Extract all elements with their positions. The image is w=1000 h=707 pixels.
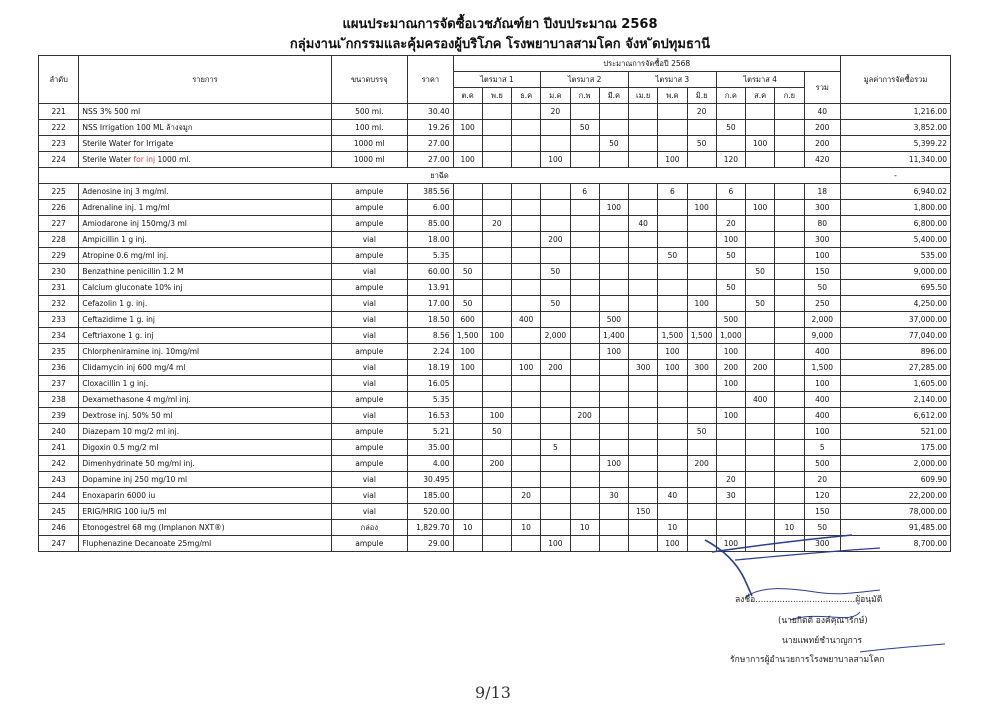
row-pack: ampule: [331, 344, 408, 360]
row-month-qty: 100: [482, 408, 511, 424]
row-value: 1,605.00: [841, 376, 951, 392]
row-month-qty: 100: [687, 296, 716, 312]
row-price: 5.35: [408, 248, 453, 264]
col-header-value: มูลค่าการจัดซื้อรวม: [841, 56, 951, 104]
signer-position: นายแพทย์ชำนาญการ: [782, 636, 863, 646]
row-value: 6,940.02: [841, 184, 951, 200]
section-label: ยาฉีด: [39, 168, 841, 184]
row-price: 17.00: [408, 296, 453, 312]
row-month-qty: 100: [716, 408, 745, 424]
row-month-qty: 30: [599, 488, 628, 504]
row-month-qty: 100: [541, 152, 570, 168]
item-name: Etonogestrel 68 mg (Implanon NXT®): [82, 522, 225, 532]
row-month-qty: 100: [716, 376, 745, 392]
item-name: Dopamine inj 250 mg/10 ml: [82, 474, 188, 484]
col-header-quarter-3: ไตรมาส 3: [629, 72, 717, 88]
row-price: 27.00: [408, 136, 453, 152]
row-total: 300: [804, 200, 840, 216]
col-header-month: พ.ย: [482, 88, 511, 104]
row-total: 50: [804, 520, 840, 536]
row-month-qty: 1,500: [453, 328, 482, 344]
row-value: 37,000.00: [841, 312, 951, 328]
row-price: 2.24: [408, 344, 453, 360]
item-name: NSS Irrigation 100 ML ล้างจมูก: [82, 122, 193, 132]
row-month-qty: 150: [629, 504, 658, 520]
row-no: 243: [39, 472, 79, 488]
row-pack: vial: [331, 472, 408, 488]
row-month-qty: 50: [541, 296, 570, 312]
row-no: 225: [39, 184, 79, 200]
row-pack: 1000 ml: [331, 136, 408, 152]
row-total: 200: [804, 120, 840, 136]
row-month-qty: 20: [512, 488, 541, 504]
row-month-qty: 1,500: [687, 328, 716, 344]
row-month-qty: 120: [716, 152, 745, 168]
item-name: Ceftazidime 1 g. inj: [82, 314, 156, 324]
row-pack: vial: [331, 504, 408, 520]
row-value: 22,200.00: [841, 488, 951, 504]
row-month-qty: 10: [658, 520, 687, 536]
row-no: 239: [39, 408, 79, 424]
row-month-qty: 6: [658, 184, 687, 200]
row-month-qty: 200: [541, 360, 570, 376]
item-name: Benzathine penicillin 1.2 M: [82, 266, 184, 276]
row-total: 300: [804, 232, 840, 248]
col-header-month: เม.ย: [629, 88, 658, 104]
item-name: Dimenhydrinate 50 mg/ml inj.: [82, 458, 195, 468]
row-total: 500: [804, 456, 840, 472]
row-total: 18: [804, 184, 840, 200]
row-value: 609.90: [841, 472, 951, 488]
item-name: Ceftriaxone 1 g. inj: [82, 330, 154, 340]
row-total: 200: [804, 136, 840, 152]
row-pack: vial: [331, 264, 408, 280]
row-pack: ampule: [331, 280, 408, 296]
row-month-qty: 100: [482, 328, 511, 344]
row-no: 236: [39, 360, 79, 376]
row-month-qty: 100: [716, 536, 745, 552]
row-value: 2,140.00: [841, 392, 951, 408]
row-value: 695.50: [841, 280, 951, 296]
col-header-total: รวม: [804, 72, 840, 104]
row-month-qty: 20: [482, 216, 511, 232]
row-price: 18.50: [408, 312, 453, 328]
item-name: Cefazolin 1 g. inj.: [82, 298, 148, 308]
row-pack: 100 ml.: [331, 120, 408, 136]
document-title: แผนประมาณการจัดซื้อเวชภัณฑ์ยา ปีงบประมาณ 2568: [342, 17, 658, 32]
row-price: 35.00: [408, 440, 453, 456]
col-header-month: พ.ค: [658, 88, 687, 104]
row-no: 227: [39, 216, 79, 232]
row-price: 19.26: [408, 120, 453, 136]
row-value: 521.00: [841, 424, 951, 440]
row-month-qty: 50: [746, 296, 775, 312]
row-pack: ampule: [331, 424, 408, 440]
row-price: 13.91: [408, 280, 453, 296]
row-no: 232: [39, 296, 79, 312]
row-month-qty: 200: [716, 360, 745, 376]
row-price: 520.00: [408, 504, 453, 520]
item-name: Clidamycin inj 600 mg/4 ml: [82, 362, 186, 372]
item-name-tail: 1000 ml.: [157, 154, 191, 164]
signature-line: ลงชื่อ.....................................ผู้อนุมัติ: [735, 595, 883, 605]
row-no: 241: [39, 440, 79, 456]
page-number: 9/13: [475, 683, 511, 702]
row-total: 400: [804, 344, 840, 360]
col-header-month: ส.ค: [746, 88, 775, 104]
row-month-qty: 100: [658, 152, 687, 168]
row-no: 222: [39, 120, 79, 136]
row-total: 420: [804, 152, 840, 168]
item-name: Sterile Water: [82, 154, 132, 164]
row-month-qty: 20: [541, 104, 570, 120]
row-month-qty: 50: [570, 120, 599, 136]
col-header-plan: ประมาณการจัดซื้อปี 2568: [453, 56, 840, 72]
row-month-qty: 10: [453, 520, 482, 536]
row-pack: ampule: [331, 184, 408, 200]
row-month-qty: 100: [687, 200, 716, 216]
row-pack: กล่อง: [331, 520, 408, 536]
row-month-qty: 50: [716, 280, 745, 296]
row-price: 1,829.70: [408, 520, 453, 536]
row-value: 11,340.00: [841, 152, 951, 168]
row-month-qty: 50: [599, 136, 628, 152]
row-month-qty: 1,000: [716, 328, 745, 344]
row-month-qty: 20: [687, 104, 716, 120]
row-total: 20: [804, 472, 840, 488]
row-pack: ampule: [331, 216, 408, 232]
row-value: 91,485.00: [841, 520, 951, 536]
col-header-no: ลำดับ: [39, 56, 79, 104]
item-name: Amiodarone inj 150mg/3 ml: [82, 218, 187, 228]
row-price: 385.56: [408, 184, 453, 200]
row-month-qty: 10: [775, 520, 804, 536]
row-no: 223: [39, 136, 79, 152]
col-header-quarter-4: ไตรมาส 4: [716, 72, 804, 88]
row-value: 2,000.00: [841, 456, 951, 472]
row-total: 100: [804, 376, 840, 392]
row-month-qty: 100: [599, 456, 628, 472]
row-month-qty: 100: [716, 232, 745, 248]
row-no: 230: [39, 264, 79, 280]
row-month-qty: 20: [716, 216, 745, 232]
row-month-qty: 100: [599, 344, 628, 360]
signer-name: (นายกิตติ องค์คุณารักษ์): [778, 616, 868, 626]
row-price: 4.00: [408, 456, 453, 472]
row-pack: ampule: [331, 536, 408, 552]
col-header-month: ก.ค: [716, 88, 745, 104]
row-month-qty: 500: [716, 312, 745, 328]
row-month-qty: 200: [570, 408, 599, 424]
col-header-item: รายการ: [79, 56, 331, 104]
item-name-red: for inj: [133, 154, 156, 164]
row-pack: vial: [331, 312, 408, 328]
row-month-qty: 100: [658, 344, 687, 360]
row-month-qty: 50: [453, 264, 482, 280]
signer-role: รักษาการผู้อำนวยการโรงพยาบาลสามโคก: [730, 655, 885, 665]
row-month-qty: 100: [453, 120, 482, 136]
col-header-month: ก.ย: [775, 88, 804, 104]
row-pack: vial: [331, 408, 408, 424]
row-month-qty: 5: [541, 440, 570, 456]
row-no: 244: [39, 488, 79, 504]
row-no: 246: [39, 520, 79, 536]
row-no: 235: [39, 344, 79, 360]
row-month-qty: 300: [687, 360, 716, 376]
row-no: 228: [39, 232, 79, 248]
row-month-qty: 100: [746, 200, 775, 216]
item-name: Cloxacillin 1 g inj.: [82, 378, 149, 388]
row-month-qty: 100: [453, 152, 482, 168]
row-value: 896.00: [841, 344, 951, 360]
document-subtitle: กลุ่มงานเ ักกรรมและคุ้มครองผู้บริโภค โรงพยาบาลสามโคก จังห ัดปทุมธานี: [289, 37, 711, 52]
row-pack: 500 ml.: [331, 104, 408, 120]
row-month-qty: 100: [541, 536, 570, 552]
item-name: Adenosine inj 3 mg/ml.: [82, 186, 169, 196]
row-no: 226: [39, 200, 79, 216]
row-value: 535.00: [841, 248, 951, 264]
col-header-quarter-2: ไตรมาส 2: [541, 72, 629, 88]
row-value: 9,000.00: [841, 264, 951, 280]
row-pack: vial: [331, 376, 408, 392]
row-total: 250: [804, 296, 840, 312]
item-name: NSS 3% 500 ml: [82, 106, 141, 116]
row-pack: ampule: [331, 200, 408, 216]
row-month-qty: 100: [658, 360, 687, 376]
row-price: 30.495: [408, 472, 453, 488]
row-total: 150: [804, 504, 840, 520]
col-header-month: ต.ค: [453, 88, 482, 104]
col-header-month: มิ.ย: [687, 88, 716, 104]
item-name: Diazepam 10 mg/2 ml inj.: [82, 426, 180, 436]
row-no: 224: [39, 152, 79, 168]
item-name: Fluphenazine Decanoate 25mg/ml: [82, 538, 212, 548]
row-month-qty: 50: [746, 264, 775, 280]
row-total: 2,000: [804, 312, 840, 328]
row-price: 85.00: [408, 216, 453, 232]
row-month-qty: 200: [746, 360, 775, 376]
item-name: Enoxaparin 6000 iu: [82, 490, 156, 500]
row-value: 1,800.00: [841, 200, 951, 216]
row-total: 40: [804, 104, 840, 120]
row-price: 16.05: [408, 376, 453, 392]
row-month-qty: 100: [453, 360, 482, 376]
row-month-qty: 1,500: [658, 328, 687, 344]
row-month-qty: 200: [687, 456, 716, 472]
row-month-qty: 50: [482, 424, 511, 440]
col-header-month: ม.ค: [541, 88, 570, 104]
row-pack: ampule: [331, 440, 408, 456]
row-month-qty: 100: [512, 360, 541, 376]
row-total: 1,500: [804, 360, 840, 376]
row-value: 175.00: [841, 440, 951, 456]
row-value: 1,216.00: [841, 104, 951, 120]
row-total: 120: [804, 488, 840, 504]
row-no: 237: [39, 376, 79, 392]
row-month-qty: 40: [658, 488, 687, 504]
row-price: 27.00: [408, 152, 453, 168]
row-month-qty: 50: [541, 264, 570, 280]
row-pack: ampule: [331, 456, 408, 472]
row-month-qty: 600: [453, 312, 482, 328]
row-value: 6,800.00: [841, 216, 951, 232]
col-header-pack: ขนาดบรรจุ: [331, 56, 408, 104]
row-month-qty: 50: [658, 248, 687, 264]
col-header-month: ธ.ค: [512, 88, 541, 104]
row-month-qty: 20: [716, 472, 745, 488]
row-value: 27,285.00: [841, 360, 951, 376]
row-total: 80: [804, 216, 840, 232]
row-value: 3,852.00: [841, 120, 951, 136]
row-total: 300: [804, 536, 840, 552]
row-month-qty: 50: [687, 136, 716, 152]
row-no: 233: [39, 312, 79, 328]
row-month-qty: 40: [629, 216, 658, 232]
col-header-month: มี.ค: [599, 88, 628, 104]
row-value: 8,700.00: [841, 536, 951, 552]
row-total: 9,000: [804, 328, 840, 344]
col-header-quarter-1: ไตรมาส 1: [453, 72, 541, 88]
row-price: 8.56: [408, 328, 453, 344]
row-price: 29.00: [408, 536, 453, 552]
row-month-qty: 100: [746, 136, 775, 152]
row-month-qty: 400: [512, 312, 541, 328]
item-name: Ampicillin 1 g inj.: [82, 234, 147, 244]
row-no: 238: [39, 392, 79, 408]
row-month-qty: 6: [570, 184, 599, 200]
col-header-month: ก.พ: [570, 88, 599, 104]
item-name: Dextrose inj. 50% 50 ml: [82, 410, 173, 420]
row-price: 185.00: [408, 488, 453, 504]
row-no: 247: [39, 536, 79, 552]
row-month-qty: 2,000: [541, 328, 570, 344]
row-month-qty: 10: [512, 520, 541, 536]
row-price: 18.00: [408, 232, 453, 248]
row-price: 30.40: [408, 104, 453, 120]
row-month-qty: 50: [716, 248, 745, 264]
row-total: 100: [804, 424, 840, 440]
row-price: 6.00: [408, 200, 453, 216]
row-month-qty: 100: [599, 200, 628, 216]
row-month-qty: 30: [716, 488, 745, 504]
row-month-qty: 100: [716, 344, 745, 360]
row-value: 4,250.00: [841, 296, 951, 312]
row-pack: vial: [331, 296, 408, 312]
item-name: Sterile Water for Irrigate: [82, 138, 174, 148]
row-total: 400: [804, 392, 840, 408]
row-month-qty: 100: [658, 536, 687, 552]
row-total: 150: [804, 264, 840, 280]
row-month-qty: 200: [541, 232, 570, 248]
row-price: 60.00: [408, 264, 453, 280]
row-month-qty: 200: [482, 456, 511, 472]
row-total: 50: [804, 280, 840, 296]
row-value: 5,400.00: [841, 232, 951, 248]
row-no: 245: [39, 504, 79, 520]
row-month-qty: 100: [453, 344, 482, 360]
row-pack: vial: [331, 232, 408, 248]
row-total: 400: [804, 408, 840, 424]
row-price: 16.53: [408, 408, 453, 424]
row-no: 234: [39, 328, 79, 344]
row-total: 100: [804, 248, 840, 264]
row-price: 5.35: [408, 392, 453, 408]
item-name: Adrenaline inj. 1 mg/ml: [82, 202, 170, 212]
row-month-qty: 50: [716, 120, 745, 136]
row-no: 240: [39, 424, 79, 440]
section-value: -: [841, 168, 951, 184]
row-no: 229: [39, 248, 79, 264]
row-pack: vial: [331, 360, 408, 376]
row-no: 221: [39, 104, 79, 120]
row-month-qty: 10: [570, 520, 599, 536]
item-name: Digoxin 0.5 mg/2 ml: [82, 442, 159, 452]
item-name: Calcium gluconate 10% inj: [82, 282, 183, 292]
row-value: 5,399.22: [841, 136, 951, 152]
row-pack: vial: [331, 488, 408, 504]
row-no: 242: [39, 456, 79, 472]
item-name: Dexamethasone 4 mg/ml inj.: [82, 394, 191, 404]
row-month-qty: 300: [629, 360, 658, 376]
row-total: 5: [804, 440, 840, 456]
row-month-qty: 6: [716, 184, 745, 200]
row-month-qty: 400: [746, 392, 775, 408]
row-value: 77,040.00: [841, 328, 951, 344]
row-price: 18.19: [408, 360, 453, 376]
row-month-qty: 500: [599, 312, 628, 328]
item-name: Chlorpheniramine inj. 10mg/ml: [82, 346, 200, 356]
row-value: 6,612.00: [841, 408, 951, 424]
item-name: ERIG/HRIG 100 iu/5 ml: [82, 506, 167, 516]
row-price: 5.21: [408, 424, 453, 440]
row-no: 231: [39, 280, 79, 296]
row-month-qty: 50: [453, 296, 482, 312]
row-month-qty: 50: [687, 424, 716, 440]
row-pack: vial: [331, 328, 408, 344]
row-pack: 1000 ml: [331, 152, 408, 168]
row-pack: ampule: [331, 248, 408, 264]
row-pack: ampule: [331, 392, 408, 408]
item-name: Atropine 0.6 mg/ml inj.: [82, 250, 169, 260]
row-month-qty: 1,400: [599, 328, 628, 344]
row-value: 78,000.00: [841, 504, 951, 520]
col-header-price: ราคา: [408, 56, 453, 104]
